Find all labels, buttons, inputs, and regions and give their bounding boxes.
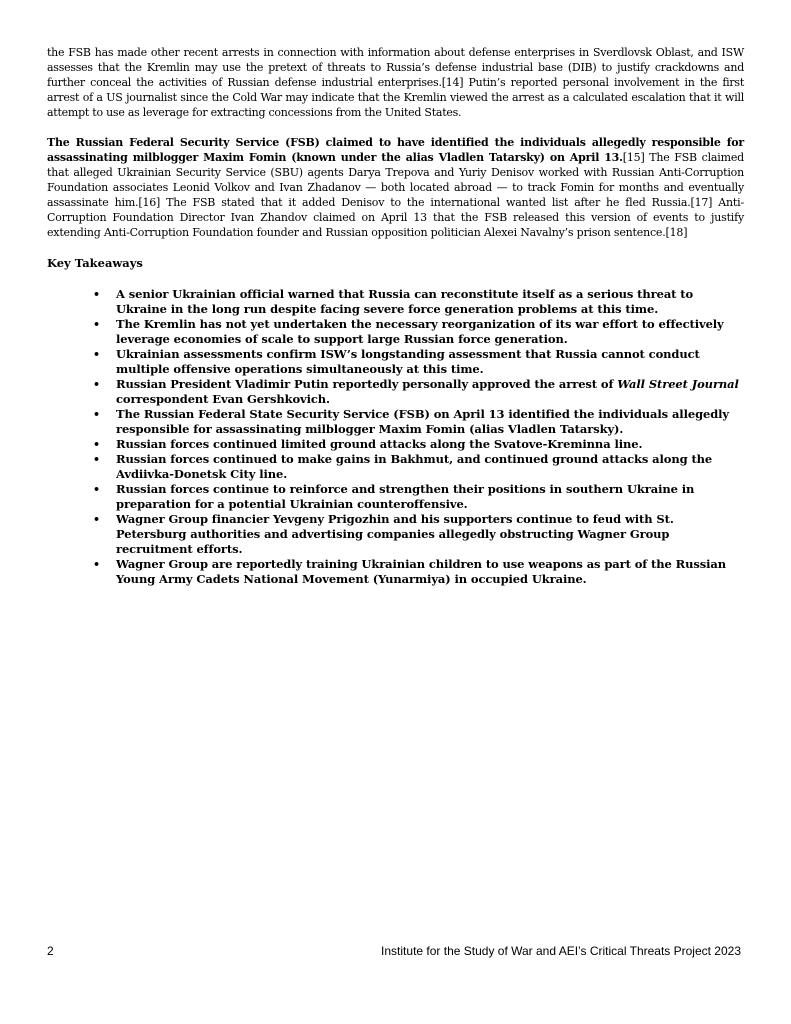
takeaway-text-post: correspondent Evan Gershkovich.	[116, 392, 330, 406]
paragraph-lead-bold: The Russian Federal Security Service (FSB) claimed to have identified the individuals allegedly responsible for assassinating milblogger Maxim Fomin (known under the alias Vladlen Tatarsky) on April 13.	[47, 136, 744, 164]
key-takeaways-list	[47, 287, 741, 587]
paragraph-fomin-assassination	[47, 135, 744, 240]
bullet-icon: •	[93, 558, 100, 571]
bullet-icon: •	[93, 513, 100, 526]
takeaway-item	[93, 317, 741, 347]
takeaway-item	[93, 347, 741, 377]
takeaway-item	[93, 407, 741, 437]
takeaway-text: Wagner Group financier Yevgeny Prigozhin and his supporters continue to feud with St. Petersburg authorities and advertising companies allegedly obstructing Wagner Group recruitment efforts.	[116, 512, 674, 556]
bullet-icon: •	[93, 408, 100, 421]
takeaway-text: Russian forces continued to make gains in Bakhmut, and continued ground attacks along the Avdiivka-Donetsk City line.	[116, 452, 713, 481]
takeaway-item	[93, 482, 741, 512]
takeaway-text: The Russian Federal State Security Service (FSB) on April 13 identified the individuals allegedly responsible for assassinating milblogger Maxim Fomin (alias Vladlen Tatarsky).	[116, 407, 730, 436]
takeaway-item	[93, 557, 741, 587]
page-footer	[47, 944, 741, 960]
takeaway-item	[93, 377, 741, 407]
bullet-icon: •	[93, 378, 100, 391]
bullet-icon: •	[93, 453, 100, 466]
paragraph-body-text: [15] The FSB claimed that alleged Ukrainian Security Service (SBU) agents Darya Trepova and Yuriy Denisov worked with Russian Anti-Corruption Foundation associates Leonid Volkov and Ivan Zhadanov — both located abroad — to track Fomin for months and eventually assassinate him.[16] The FSB stated that it added Denisov to the international wanted list after he fled Russia.[17] Anti-Corruption Foundation Director Ivan Zhandov claimed on April 13 that the FSB released this version of events to justify extending Anti-Corruption Foundation founder and Russian opposition politician Alexei Navalny’s prison sentence.[18]	[47, 151, 744, 239]
takeaway-text-pre: Russian President Vladimir Putin reportedly personally approved the arrest of	[116, 377, 618, 391]
bullet-icon: •	[93, 438, 100, 451]
takeaway-item	[93, 287, 741, 317]
bullet-icon: •	[93, 318, 100, 331]
takeaway-text: Russian forces continued limited ground attacks along the Svatove-Kreminna line.	[116, 437, 643, 451]
takeaway-item	[93, 512, 741, 557]
key-takeaways-heading: Key Takeaways	[47, 256, 143, 270]
takeaway-text: Ukrainian assessments confirm ISW’s longstanding assessment that Russia cannot conduct multiple offensive operations simultaneously at this time.	[116, 347, 700, 376]
paragraph-fsb-arrests: the FSB has made other recent arrests in connection with information about defense enterprises in Sverdlovsk Oblast, and ISW assesses that the Kremlin may use the pretext of threats to Russia’s defense industrial base (DIB) to justify crackdowns and further conceal the activities of Russian defense industrial enterprises.[14] Putin’s reported personal involvement in the first arrest of a US journalist since the Cold War may indicate that the Kremlin viewed the arrest as a calculated escalation that it will attempt to use as leverage for extracting concessions from the United States.	[47, 46, 744, 119]
takeaway-text: A senior Ukrainian official warned that Russia can reconstitute itself as a serious threat to Ukraine in the long run despite facing severe force generation problems at this time.	[116, 287, 694, 316]
footer-organization: Institute for the Study of War and AEI’s Critical Threats Project 2023	[381, 944, 741, 958]
takeaway-text: Wagner Group are reportedly training Ukrainian children to use weapons as part of the Russian Young Army Cadets National Movement (Yunarmiya) in occupied Ukraine.	[116, 557, 726, 586]
page-number: 2	[47, 944, 54, 958]
bullet-icon: •	[93, 288, 100, 301]
page-content	[47, 45, 744, 587]
bullet-icon: •	[93, 483, 100, 496]
takeaway-item	[93, 437, 741, 452]
bullet-icon: •	[93, 348, 100, 361]
takeaway-item	[93, 452, 741, 482]
takeaway-text: Russian forces continue to reinforce and strengthen their positions in southern Ukraine in preparation for a potential Ukrainian counteroffensive.	[116, 482, 695, 511]
takeaway-text: The Kremlin has not yet undertaken the necessary reorganization of its war effort to effectively leverage economies of scale to support large Russian force generation.	[116, 317, 724, 346]
publication-name: Wall Street Journal	[617, 377, 739, 391]
